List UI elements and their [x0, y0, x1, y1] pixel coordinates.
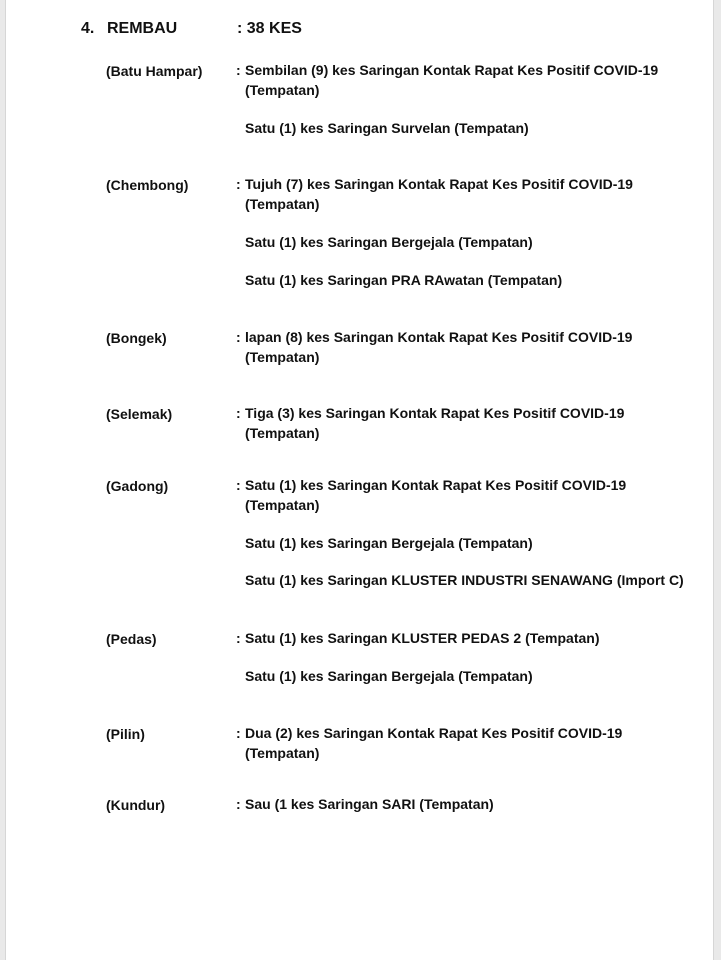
document-page [5, 0, 714, 960]
area-entry [236, 628, 686, 648]
entry-colon: : [236, 477, 241, 493]
area-entry [236, 270, 686, 290]
area-entry [236, 174, 686, 214]
area-entry [236, 403, 686, 443]
area-label-pilin: (Pilin) [106, 726, 145, 742]
entry-text: Satu (1) kes Saringan KLUSTER INDUSTRI SENAWANG (Import C) [245, 572, 684, 588]
area-entry [236, 118, 686, 138]
entry-text: lapan (8) kes Saringan Kontak Rapat Kes Positif COVID-19 (Tempatan) [245, 329, 633, 365]
entry-colon: : [236, 329, 241, 345]
area-label-bongek: (Bongek) [106, 330, 167, 346]
entry-colon: : [236, 630, 241, 646]
area-entry [236, 327, 686, 367]
entry-colon: : [236, 62, 241, 78]
entry-colon: : [236, 405, 241, 421]
district-name: REMBAU [107, 20, 178, 37]
entry-text: Tujuh (7) kes Saringan Kontak Rapat Kes Positif COVID-19 (Tempatan) [245, 176, 633, 212]
entry-text: Satu (1) kes Saringan Bergejala (Tempatan) [245, 668, 533, 684]
area-label-selemak: (Selemak) [106, 406, 173, 422]
area-entry [236, 794, 686, 814]
area-entry [236, 533, 686, 553]
section-number: 4. [81, 20, 95, 37]
entry-text: Dua (2) kes Saringan Kontak Rapat Kes Positif COVID-19 (Tempatan) [245, 725, 623, 761]
entry-text: Sembilan (9) kes Saringan Kontak Rapat Kes Positif COVID-19 (Tempatan) [245, 62, 659, 98]
district-total: : 38 KES [237, 20, 302, 37]
area-label-chembong: (Chembong) [106, 177, 189, 193]
entry-text: Sau (1 kes Saringan SARI (Tempatan) [245, 796, 494, 812]
area-entry [236, 475, 686, 515]
entry-text: Satu (1) kes Saringan PRA RAwatan (Tempatan) [245, 272, 563, 288]
area-label-pedas: (Pedas) [106, 631, 157, 647]
entry-colon: : [236, 176, 241, 192]
entry-text: Tiga (3) kes Saringan Kontak Rapat Kes Positif COVID-19 (Tempatan) [245, 405, 625, 441]
entry-text: Satu (1) kes Saringan Kontak Rapat Kes Positif COVID-19 (Tempatan) [245, 477, 627, 513]
entry-text: Satu (1) kes Saringan KLUSTER PEDAS 2 (Tempatan) [245, 630, 600, 646]
area-label-batu-hampar: (Batu Hampar) [106, 63, 203, 79]
area-entry [236, 723, 686, 763]
area-label-gadong: (Gadong) [106, 478, 169, 494]
area-entry [236, 60, 686, 100]
area-entry [236, 232, 686, 252]
area-label-kundur: (Kundur) [106, 797, 166, 813]
entry-text: Satu (1) kes Saringan Bergejala (Tempatan) [245, 535, 533, 551]
area-entry [236, 570, 686, 590]
entry-colon: : [236, 725, 241, 741]
entry-colon: : [236, 796, 241, 812]
entry-text: Satu (1) kes Saringan Bergejala (Tempatan) [245, 234, 533, 250]
entry-text: Satu (1) kes Saringan Survelan (Tempatan) [245, 120, 529, 136]
area-entry [236, 666, 686, 686]
